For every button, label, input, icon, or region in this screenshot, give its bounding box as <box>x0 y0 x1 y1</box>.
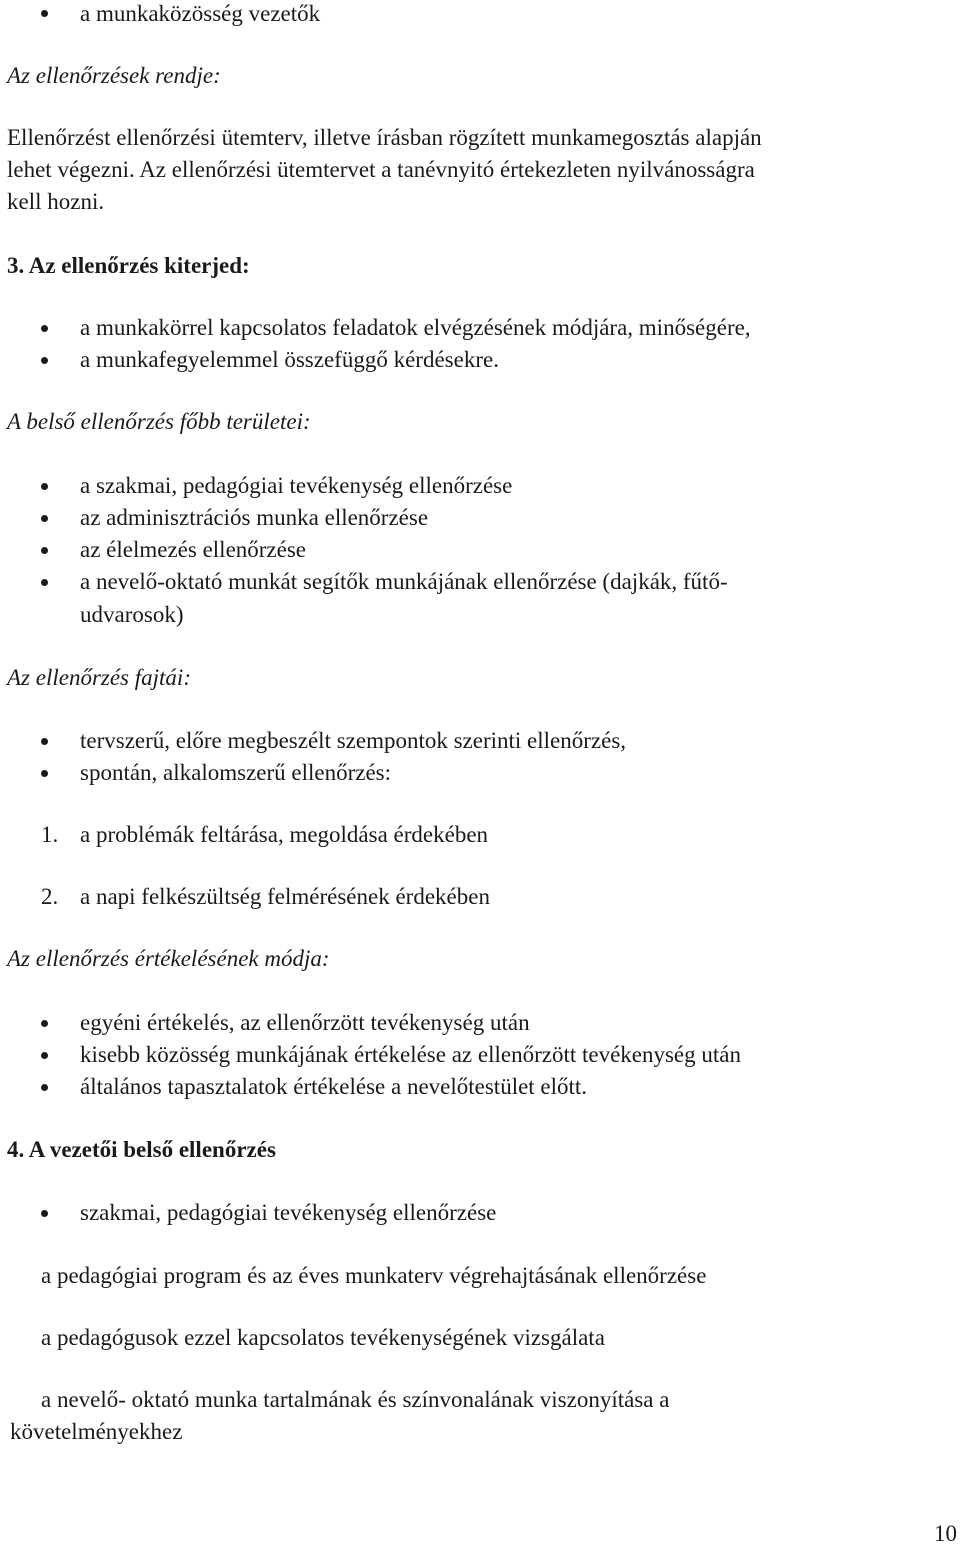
list-item-text: tervszerű, előre megbeszélt szempontok szerinti ellenőrzés, <box>80 728 627 753</box>
list-item-text: a munkaközösség vezetők <box>80 1 321 26</box>
bullet-icon <box>41 515 48 522</box>
section-heading-4: 4. A vezetői belső ellenőrzés <box>7 1137 276 1162</box>
bullet-icon <box>41 547 48 554</box>
bullet-icon <box>41 357 48 364</box>
body-line: a pedagógusok ezzel kapcsolatos tevékenységének vizsgálata <box>41 1325 605 1350</box>
list-item-text: az élelmezés ellenőrzése <box>80 537 307 562</box>
bullet-icon <box>41 325 48 332</box>
body-line: a pedagógiai program és az éves munkaterv végrehajtásának ellenőrzése <box>41 1263 707 1288</box>
bullet-icon <box>41 1210 48 1217</box>
body-line-continued: követelményekhez <box>10 1419 183 1444</box>
bullet-icon <box>41 738 48 745</box>
numbered-item-text: a problémák feltárása, megoldása érdekében <box>80 822 489 847</box>
list-item-text: kisebb közösség munkájának értékelése az ellenőrzött tevékenység után <box>80 1042 741 1067</box>
bullet-icon <box>41 1084 48 1091</box>
numbered-item-text: a napi felkészültség felmérésének érdekében <box>80 884 490 909</box>
section-heading-teruletei: A belső ellenőrzés főbb területei: <box>7 409 311 434</box>
list-item-text-continued: udvarosok) <box>80 602 184 627</box>
bullet-icon <box>41 1020 48 1027</box>
section-heading-fajtai: Az ellenőrzés fajtái: <box>7 665 191 690</box>
list-item-text: az adminisztrációs munka ellenőrzése <box>80 505 429 530</box>
list-item-text: a munkafegyelemmel összefüggő kérdésekre. <box>80 347 499 372</box>
paragraph-line: lehet végezni. Az ellenőrzési ütemtervet a tanévnyitó értekezleten nyilvánosságra <box>7 157 755 182</box>
list-item-text: egyéni értékelés, az ellenőrzött tevékenység után <box>80 1010 530 1035</box>
paragraph-line: Ellenőrzést ellenőrzési ütemterv, illetve írásban rögzített munkamegosztás alapján <box>7 125 762 150</box>
bullet-icon <box>41 10 48 17</box>
item-number: 2. <box>41 884 59 909</box>
bullet-icon <box>41 1052 48 1059</box>
section-heading-rendje: Az ellenőrzések rendje: <box>7 63 221 88</box>
list-item-text: a munkakörrel kapcsolatos feladatok elvégzésének módjára, minőségére, <box>80 315 751 340</box>
bullet-icon <box>41 483 48 490</box>
list-item-text: a nevelő-oktató munkát segítők munkájának ellenőrzése (dajkák, fűtő- <box>80 569 728 594</box>
bullet-icon <box>41 770 48 777</box>
section-heading-3: 3. Az ellenőrzés kiterjed: <box>7 253 250 278</box>
section-heading-ertekeles: Az ellenőrzés értékelésének módja: <box>7 946 330 971</box>
body-line: a nevelő- oktató munka tartalmának és színvonalának viszonyítása a <box>41 1387 670 1412</box>
list-item-text: spontán, alkalomszerű ellenőrzés: <box>80 760 392 785</box>
paragraph-line: kell hozni. <box>7 189 105 214</box>
item-number: 1. <box>41 822 59 847</box>
bullet-icon <box>41 579 48 586</box>
page-number: 10 <box>934 1521 957 1546</box>
list-item-text: a szakmai, pedagógiai tevékenység ellenőrzése <box>80 473 513 498</box>
list-item-text: általános tapasztalatok értékelése a nevelőtestület előtt. <box>80 1074 588 1099</box>
list-item-text: szakmai, pedagógiai tevékenység ellenőrzése <box>80 1200 497 1225</box>
